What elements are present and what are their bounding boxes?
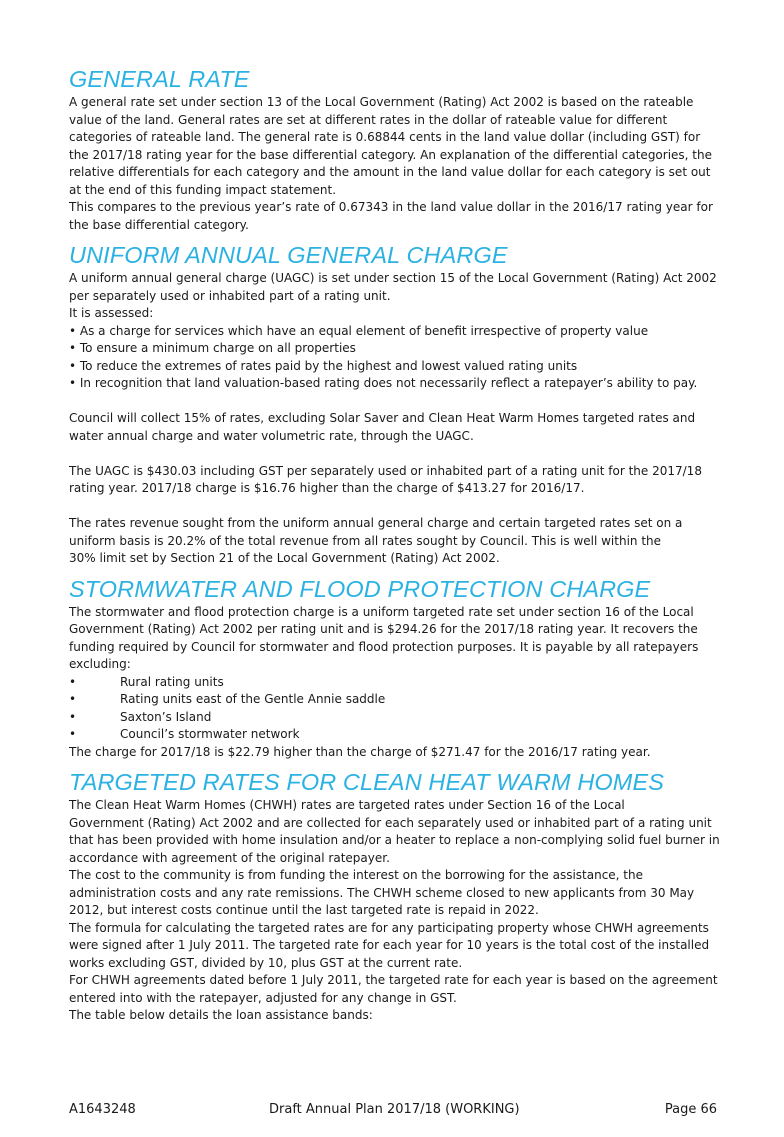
section-heading: TARGETED RATES FOR CLEAN HEAT WARM HOMES bbox=[69, 769, 665, 795]
list-item-text: Council’s stormwater network bbox=[120, 727, 300, 741]
paragraph: The formula for calculating the targeted rates are for any participating property whose CHWH agreements were signed after 1 July 2011. The targeted rate for each year for 10 years is the total cost of the installed works excluding GST, divided by 10, plus GST at the current rate. bbox=[69, 920, 710, 970]
list-item: • In recognition that land valuation-based rating does not necessarily reflect a ratepayer’s ability to pay. bbox=[69, 376, 698, 390]
list-item-text: Saxton’s Island bbox=[120, 709, 212, 724]
paragraph: The charge for 2017/18 is $22.79 higher than the charge of $271.47 for the 2016/17 rating year. bbox=[69, 744, 651, 759]
section-heading: STORMWATER AND FLOOD PROTECTION CHARGE bbox=[69, 575, 651, 602]
paragraph: 30% limit set by Section 21 of the Local Government (Rating) Act 2002. bbox=[69, 551, 500, 565]
section-chwh bbox=[69, 767, 721, 1025]
section-stormwater bbox=[69, 574, 721, 762]
paragraph: A uniform annual general charge (UAGC) is set under section 15 of the Local Government (Rating) Act 2002 per separately used or inhabited part of a rating unit. bbox=[69, 271, 717, 303]
list-item bbox=[69, 691, 721, 709]
bullet-marker: • bbox=[69, 674, 77, 689]
section-heading: GENERAL RATE bbox=[69, 66, 250, 92]
page-footer bbox=[69, 1102, 717, 1120]
list-item-text: Rural rating units bbox=[120, 674, 224, 689]
list-item bbox=[69, 709, 721, 727]
paragraph: Council will collect 15% of rates, excluding Solar Saver and Clean Heat Warm Homes targeted rates and water annual charge and water volumetric rate, through the UAGC. bbox=[69, 411, 696, 443]
paragraph: The Clean Heat Warm Homes (CHWH) rates are targeted rates under Section 16 of the Local bbox=[69, 798, 625, 812]
page-number: Page 66 bbox=[664, 1102, 717, 1117]
paragraph: Government (Rating) Act 2002 and are collected for each separately used or inhabited part of a rating unit that has been provided with home insulation and/or a heater to replace a non-complying solid fuel burner in accordance with agreement of the original ratepayer. bbox=[69, 815, 720, 865]
document-id: A1643248 bbox=[69, 1102, 136, 1117]
list-item: • To ensure a minimum charge on all properties bbox=[69, 341, 356, 355]
list-item bbox=[69, 726, 721, 744]
bullet-marker: • bbox=[69, 692, 77, 706]
paragraph: The rates revenue sought from the uniform annual general charge and certain targeted rates set on a uniform basis is 20.2% of the total revenue from all rates sought by Council. This is well within the bbox=[69, 516, 683, 548]
section-heading: UNIFORM ANNUAL GENERAL CHARGE bbox=[69, 242, 508, 268]
section-general-rate bbox=[69, 64, 721, 234]
paragraph: This compares to the previous year’s rate of 0.67343 in the land value dollar in the 2016/17 rating year for the base differential category. bbox=[69, 200, 713, 232]
list-item-text: Rating units east of the Gentle Annie saddle bbox=[120, 692, 386, 706]
section-uagc bbox=[69, 240, 721, 568]
paragraph: It is assessed: bbox=[69, 306, 154, 320]
paragraph: The table below details the loan assistance bands: bbox=[69, 1008, 373, 1022]
paragraph: The cost to the community is from funding the interest on the borrowing for the assistance, the administration costs and any rate remissions. The CHWH scheme closed to new applicants from 30 May 2012, but interest costs continue until the last targeted rate is repaid in 2022. bbox=[69, 868, 695, 917]
document-page bbox=[69, 64, 721, 1025]
paragraph: The stormwater and flood protection charge is a uniform targeted rate set under section 16 of the Local Government (Rating) Act 2002 per rating unit and is $294.26 for the 2017/18 rating year. It recovers the funding required by Council for stormwater and flood protection purposes. It is payable by all ratepayers excluding: bbox=[69, 604, 699, 671]
document-title: Draft Annual Plan 2017/18 (WORKING) bbox=[269, 1102, 520, 1117]
bullet-list bbox=[69, 674, 721, 744]
list-item bbox=[69, 674, 721, 692]
paragraph: A general rate set under section 13 of the Local Government (Rating) Act 2002 is based on the rateable value of the land. General rates are set at different rates in the dollar of rateable value for different categories of rateable land. The general rate is 0.68844 cents in the land value dollar (including GST) for the 2017/18 rating year for the base differential category. An explanation of the differential categories, the relative differentials for each category and the amount in the land value dollar for each category is set out at the end of this funding impact statement. bbox=[69, 95, 712, 197]
paragraph: For CHWH agreements dated before 1 July 2011, the targeted rate for each year is based on the agreement entered into with the ratepayer, adjusted for any change in GST. bbox=[69, 973, 718, 1005]
bullet-marker: • bbox=[69, 709, 77, 724]
bullet-list bbox=[69, 323, 721, 393]
list-item: • As a charge for services which have an equal element of benefit irrespective of property value bbox=[69, 323, 649, 338]
paragraph: The UAGC is $430.03 including GST per separately used or inhabited part of a rating unit for the 2017/18 rating year. 2017/18 charge is $16.76 higher than the charge of $413.27 for 2016/17. bbox=[69, 463, 702, 495]
bullet-marker: • bbox=[69, 727, 77, 741]
list-item: • To reduce the extremes of rates paid by the highest and lowest valued rating units bbox=[69, 358, 578, 373]
